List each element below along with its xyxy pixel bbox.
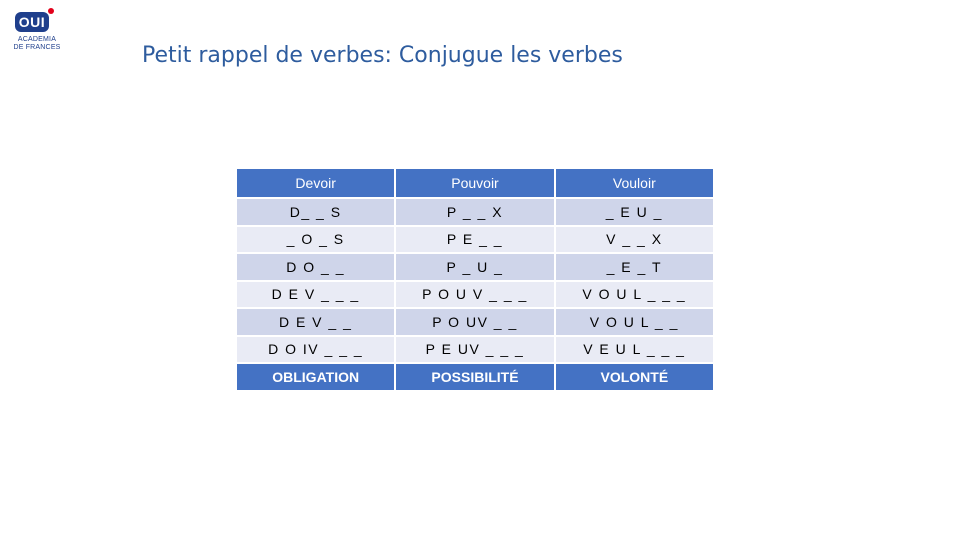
header-vouloir: Vouloir: [555, 168, 714, 198]
table-cell: D E V _ _ _: [236, 281, 395, 309]
table-cell: P _ _ X: [395, 198, 554, 226]
logo-dot-icon: [48, 8, 54, 14]
table-header-row: [236, 168, 714, 198]
table-cell: V E U L _ _ _: [555, 336, 714, 364]
table-footer-row: [236, 363, 714, 391]
table-cell: _ E _ T: [555, 253, 714, 281]
table-row: [236, 336, 714, 364]
table-row: [236, 308, 714, 336]
table-cell: P E UV _ _ _: [395, 336, 554, 364]
table-row: [236, 198, 714, 226]
table-cell: D_ _ S: [236, 198, 395, 226]
table-cell: V O U L _ _: [555, 308, 714, 336]
table-cell: P O U V _ _ _: [395, 281, 554, 309]
table-cell: P E _ _: [395, 226, 554, 254]
footer-obligation: OBLIGATION: [236, 363, 395, 391]
table-cell: V O U L _ _ _: [555, 281, 714, 309]
logo-badge: OUI: [15, 12, 49, 32]
table-row: [236, 226, 714, 254]
verb-conjugation-table: [235, 167, 715, 392]
table-cell: D O IV _ _ _: [236, 336, 395, 364]
table-cell: _ O _ S: [236, 226, 395, 254]
table-cell: D E V _ _: [236, 308, 395, 336]
logo-text-line2: DE FRANCES: [13, 44, 61, 51]
table-cell: _ E U _: [555, 198, 714, 226]
academia-logo: [8, 8, 64, 60]
header-devoir: Devoir: [236, 168, 395, 198]
page-title: Petit rappel de verbes: Conjugue les verbes: [142, 43, 623, 68]
logo-text-line1: ACADEMIA: [17, 36, 57, 43]
table-cell: P O UV _ _: [395, 308, 554, 336]
footer-possibilite: POSSIBILITÉ: [395, 363, 554, 391]
table-cell: D O _ _: [236, 253, 395, 281]
footer-volonte: VOLONTÉ: [555, 363, 714, 391]
table-cell: P _ U _: [395, 253, 554, 281]
table-cell: V _ _ X: [555, 226, 714, 254]
table-row: [236, 253, 714, 281]
table-row: [236, 281, 714, 309]
header-pouvoir: Pouvoir: [395, 168, 554, 198]
